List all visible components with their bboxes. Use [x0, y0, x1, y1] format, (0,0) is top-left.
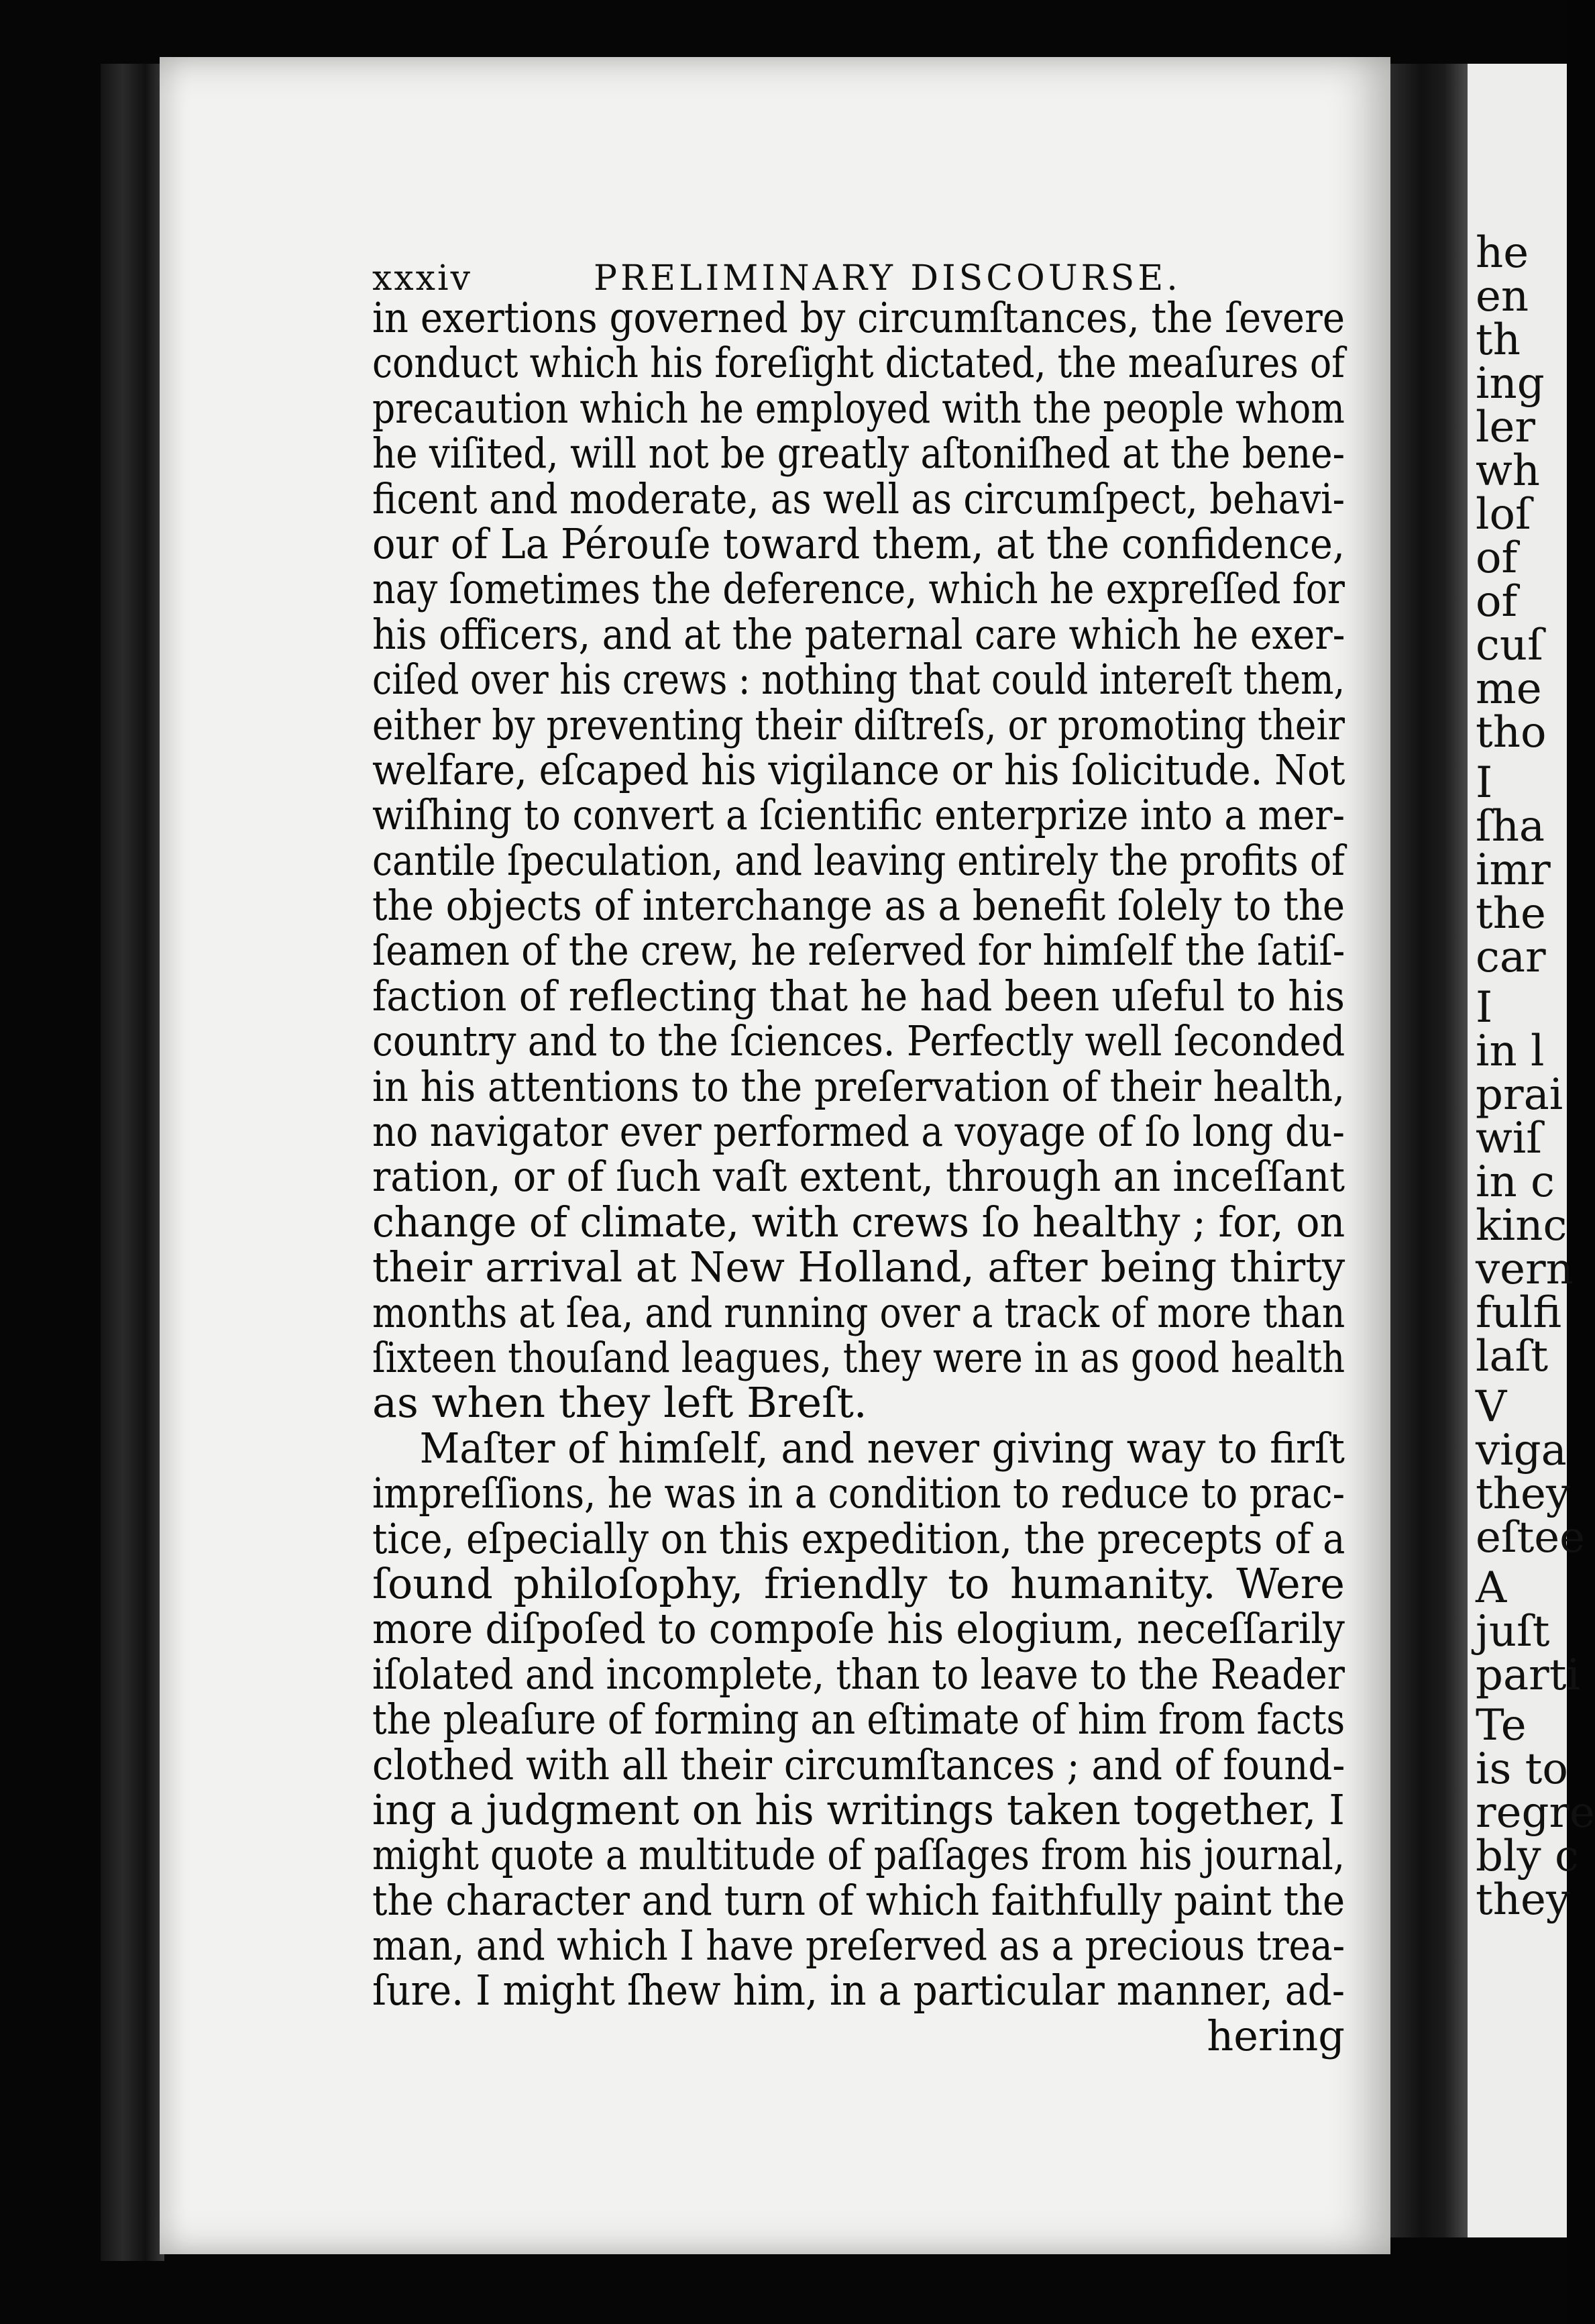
- facing-page-line: eſtee: [1476, 1513, 1586, 1563]
- text-line: ſeamen of the crew, he reſerved for himſelf the ſatiſ-: [372, 926, 1345, 975]
- facing-page: [1468, 64, 1595, 2237]
- text-line: in his attentions to the preſervation of their health,: [372, 1061, 1345, 1111]
- facing-page-line: is to: [1476, 1744, 1568, 1794]
- facing-page-line: they: [1476, 1469, 1570, 1519]
- facing-page-line: of: [1476, 533, 1518, 583]
- facing-page-line: in c: [1476, 1157, 1555, 1207]
- text-line: the character and turn of which faithfully paint the: [372, 1875, 1345, 1925]
- page-edge-stack: [101, 64, 164, 2261]
- facing-page-line: ler: [1476, 403, 1535, 452]
- facing-page-line: wiſ: [1476, 1114, 1542, 1163]
- text-line: ing a judgment on his writings taken together, I: [372, 1785, 1345, 1834]
- facing-page-line: me: [1476, 664, 1542, 714]
- facing-page-line: they: [1476, 1875, 1570, 1925]
- facing-page-line: viga: [1476, 1426, 1567, 1475]
- text-line: faction of reflecting that he had been uſeful to his: [372, 971, 1345, 1020]
- text-line: iſolated and incomplete, than to leave to the Reader: [372, 1649, 1345, 1699]
- text-line: ſound philoſophy, friendly to humanity. Were: [372, 1559, 1345, 1608]
- text-line: cantile ſpeculation, and leaving entirely the profits of: [372, 835, 1345, 885]
- facing-page-line: laſt: [1476, 1332, 1549, 1381]
- text-line: as when they left Breſt.: [372, 1378, 867, 1428]
- text-line: his officers, and at the paternal care which he exer-: [372, 609, 1345, 659]
- text-line: tice, eſpecially on this expedition, the precepts of a: [372, 1514, 1345, 1563]
- facing-page-line: prai: [1476, 1070, 1563, 1120]
- facing-page-line: in l: [1476, 1026, 1545, 1076]
- running-title: PRELIMINARY DISCOURSE.: [594, 258, 1181, 299]
- text-line: might quote a multitude of paſſages from his journal,: [372, 1830, 1345, 1880]
- text-line: clothed with all their circumſtances ; and of found-: [372, 1740, 1345, 1789]
- text-line: ficent and moderate, as well as circumſpect, behavi-: [372, 474, 1345, 523]
- facing-page-line: juſt: [1476, 1607, 1550, 1656]
- text-line: their arrival at New Holland, after being thirty: [372, 1243, 1345, 1292]
- facing-page-line: loſ: [1476, 490, 1531, 539]
- facing-page-line: fulfi: [1476, 1288, 1562, 1338]
- text-line: he viſited, will not be greatly aſtoniſhed at the bene-: [372, 429, 1345, 478]
- text-line: ciſed over his crews : nothing that could intereſt them,: [372, 655, 1345, 704]
- facing-page-line: vern: [1476, 1245, 1574, 1294]
- facing-page-line: of: [1476, 577, 1518, 627]
- text-line: months at ſea, and running over a track of more than: [372, 1287, 1345, 1337]
- text-line: ſixteen thouſand leagues, they were in as good health: [372, 1332, 1345, 1382]
- text-line: ration, or of ſuch vaſt extent, through an inceſſant: [372, 1152, 1345, 1202]
- facing-page-line: he: [1476, 228, 1529, 278]
- text-line: welfare, eſcaped his vigilance or his ſolicitude. Not: [372, 745, 1345, 794]
- facing-page-line: V: [1476, 1382, 1507, 1432]
- text-line: the objects of interchange as a benefit ſolely to the: [372, 881, 1345, 931]
- facing-page-line: ſha: [1476, 802, 1545, 851]
- catchword: hering: [1207, 2011, 1345, 2060]
- facing-page-line: ing: [1476, 359, 1545, 409]
- text-line: precaution which he employed with the people whom: [372, 383, 1345, 433]
- text-line: man, and which I have preſerved as a precious trea-: [372, 1921, 1345, 1970]
- facing-page-line: regre: [1476, 1788, 1595, 1838]
- book-gutter: [1390, 64, 1468, 2237]
- facing-page-line: car: [1476, 933, 1546, 982]
- text-line: the pleaſure of forming an eſtimate of him from facts: [372, 1695, 1345, 1744]
- facing-page-line: th: [1476, 315, 1521, 365]
- facing-page-line: I: [1476, 758, 1493, 808]
- text-line: in exertions governed by circumſtances, the ſevere: [372, 293, 1345, 342]
- facing-page-line: parti: [1476, 1650, 1580, 1700]
- facing-page-line: I: [1476, 983, 1493, 1033]
- facing-page-line: A: [1476, 1563, 1507, 1613]
- text-line: change of climate, with crews ſo healthy ; for, on: [372, 1197, 1345, 1247]
- text-line: impreſſions, he was in a condition to reduce to prac-: [372, 1469, 1345, 1518]
- text-line: more diſpoſed to compoſe his elogium, neceſſarily: [372, 1604, 1345, 1654]
- facing-page-line: imr: [1476, 845, 1551, 895]
- facing-page-line: Te: [1476, 1701, 1527, 1750]
- facing-page-line: en: [1476, 272, 1529, 321]
- facing-page-line: kinc: [1476, 1201, 1568, 1251]
- facing-page-line: cuſ: [1476, 621, 1543, 670]
- facing-page-line: wh: [1476, 446, 1540, 496]
- text-line: our of La Pérouſe toward them, at the confidence,: [372, 519, 1345, 568]
- text-line: ſure. I might ſhew him, in a particular manner, ad-: [372, 1966, 1345, 2015]
- page-number: xxxiv: [372, 258, 472, 299]
- text-line: wiſhing to convert a ſcientific enterprize into a mer-: [372, 790, 1345, 840]
- text-line: either by preventing their diſtreſs, or promoting their: [372, 700, 1345, 749]
- text-line: no navigator ever performed a voyage of ſo long du-: [372, 1107, 1345, 1157]
- text-line: Maſter of himſelf, and never giving way to firſt: [419, 1423, 1345, 1473]
- text-line: conduct which his foreſight dictated, the meaſures of: [372, 338, 1345, 388]
- body-text: [372, 295, 1345, 2058]
- facing-page-line: bly c: [1476, 1832, 1579, 1881]
- facing-page-line: tho: [1476, 708, 1547, 757]
- text-line: nay ſometimes the deference, which he expreſſed for: [372, 564, 1345, 614]
- facing-page-line: the: [1476, 889, 1546, 939]
- text-line: country and to the ſciences. Perfectly well ſeconded: [372, 1016, 1345, 1066]
